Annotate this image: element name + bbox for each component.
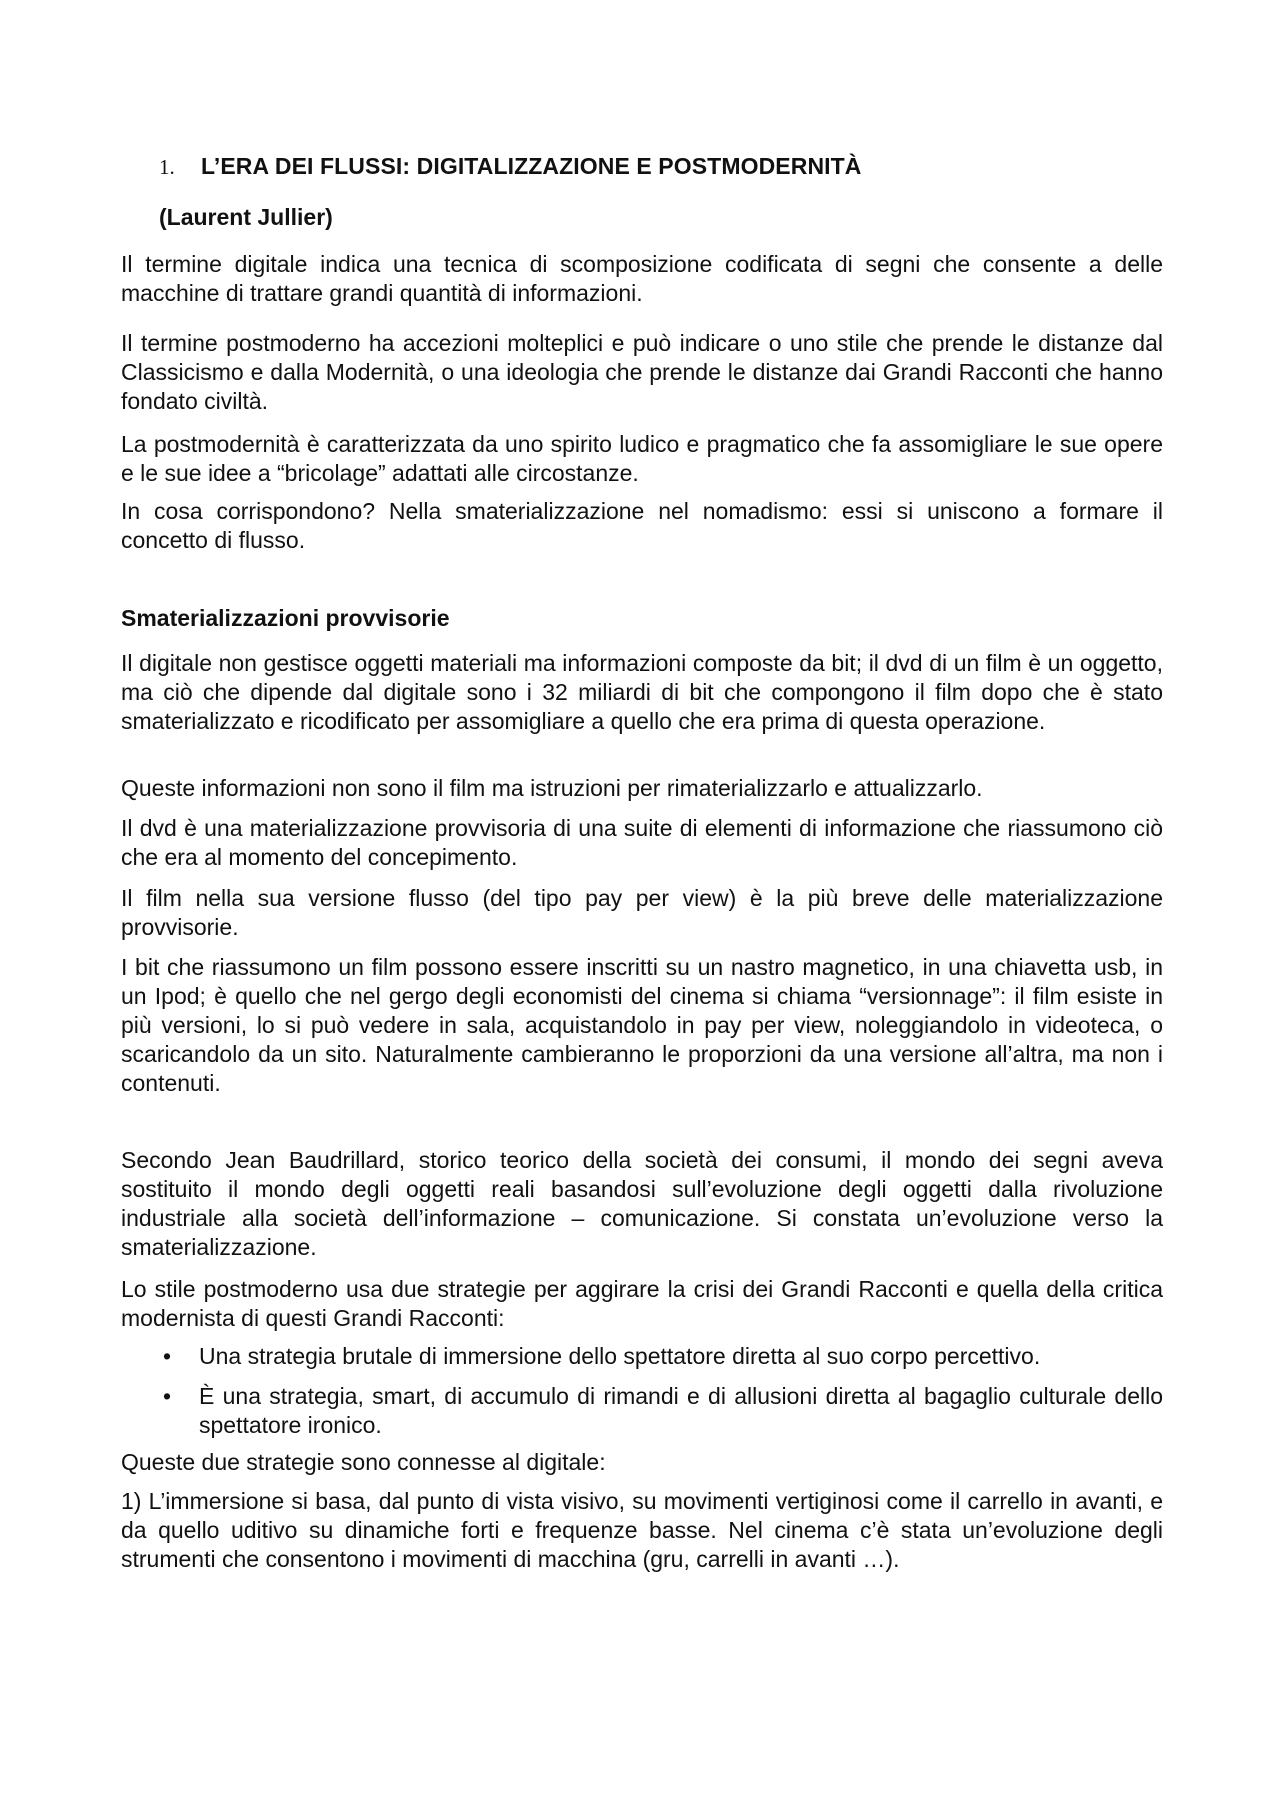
document-page xyxy=(121,0,1163,1811)
strategy-list xyxy=(121,1342,1163,1440)
bullet-icon: • xyxy=(163,1383,172,1409)
paragraph-connected: Queste due strategie sono connesse al digitale: xyxy=(121,1449,606,1475)
list-item-text: È una strategia, smart, di accumulo di rimandi e di allusioni diretta al bagaglio culturale dello spettatore ironico. xyxy=(199,1383,1163,1438)
chapter-title: L’ERA DEI FLUSSI: DIGITALIZZAZIONE E POSTMODERNITÀ xyxy=(201,153,862,179)
paragraph-postmodernity: La postmodernità è caratterizzata da uno spirito ludico e pragmatico che fa assomigliare le sue opere e le sue idee a “bricolage” adattati alle circostanze. xyxy=(121,431,1163,486)
paragraph-baudrillard: Secondo Jean Baudrillard, storico teorico della società dei consumi, il mondo dei segni aveva sostituito il mondo degli oggetti reali basandosi sull’evoluzione degli oggetti dalla rivoluzione industriale alla società dell’informazione – comunicazione. Si constata un’evoluzione verso la smaterializzazione. xyxy=(121,1147,1163,1260)
chapter-heading xyxy=(159,151,862,182)
paragraph-correspondence: In cosa corrispondono? Nella smaterializzazione nel nomadismo: essi si uniscono a formare il concetto di flusso. xyxy=(121,498,1163,553)
paragraph-digital-definition: Il termine digitale indica una tecnica di scomposizione codificata di segni che consente a delle macchine di trattare grandi quantità di informazioni. xyxy=(121,251,1163,306)
list-item-text: Una strategia brutale di immersione dello spettatore diretta al suo corpo percettivo. xyxy=(199,1343,1041,1369)
paragraph-versionnage: I bit che riassumono un film possono essere inscritti su un nastro magnetico, in una chiavetta usb, in un Ipod; è quello che nel gergo degli economisti del cinema si chiama “versionnage”: il film esiste in più versioni, lo si può vedere in sala, acquistandolo in pay per view, noleggiandolo in videoteca, o scaricandolo da un sito. Naturalmente cambieranno le proporzioni da una versione all’altra, ma non i contenuti. xyxy=(121,954,1163,1096)
list-item xyxy=(121,1382,1163,1440)
paragraph-strategies: Lo stile postmoderno usa due strategie per aggirare la crisi dei Grandi Racconti e quella della critica modernista di questi Grandi Racconti: xyxy=(121,1276,1163,1331)
chapter-author: (Laurent Jullier) xyxy=(159,204,333,230)
paragraph-instructions: Queste informazioni non sono il film ma istruzioni per rimaterializzarlo e attualizzarlo. xyxy=(121,775,983,801)
section-title: Smaterializzazioni provvisorie xyxy=(121,605,450,631)
paragraph-dvd: Il dvd è una materializzazione provvisoria di una suite di elementi di informazione che riassumono ciò che era al momento del concepimento. xyxy=(121,815,1163,870)
paragraph-immersion: 1) L’immersione si basa, dal punto di vista visivo, su movimenti vertiginosi come il carrello in avanti, e da quello uditivo su dinamiche forti e frequenze basse. Nel cinema c’è stata un’evoluzione degli strumenti che consentono i movimenti di macchina (gru, carrelli in avanti …). xyxy=(121,1488,1163,1572)
chapter-number: 1. xyxy=(159,155,175,179)
paragraph-bits: Il digitale non gestisce oggetti materiali ma informazioni composte da bit; il dvd di un film è un oggetto, ma ciò che dipende dal digitale sono i 32 miliardi di bit che compongono il film dopo che è stato smaterializzato e ricodificato per assomigliare a quello che era prima di questa operazione. xyxy=(121,650,1163,734)
bullet-icon: • xyxy=(163,1343,172,1369)
list-item xyxy=(121,1342,1163,1371)
paragraph-postmodern-definition: Il termine postmoderno ha accezioni molteplici e può indicare o uno stile che prende le distanze dal Classicismo e dalla Modernità, o una ideologia che prende le distanze dai Grandi Racconti che hanno fondato civiltà. xyxy=(121,330,1163,414)
paragraph-stream: Il film nella sua versione flusso (del tipo pay per view) è la più breve delle materializzazione provvisorie. xyxy=(121,885,1163,940)
